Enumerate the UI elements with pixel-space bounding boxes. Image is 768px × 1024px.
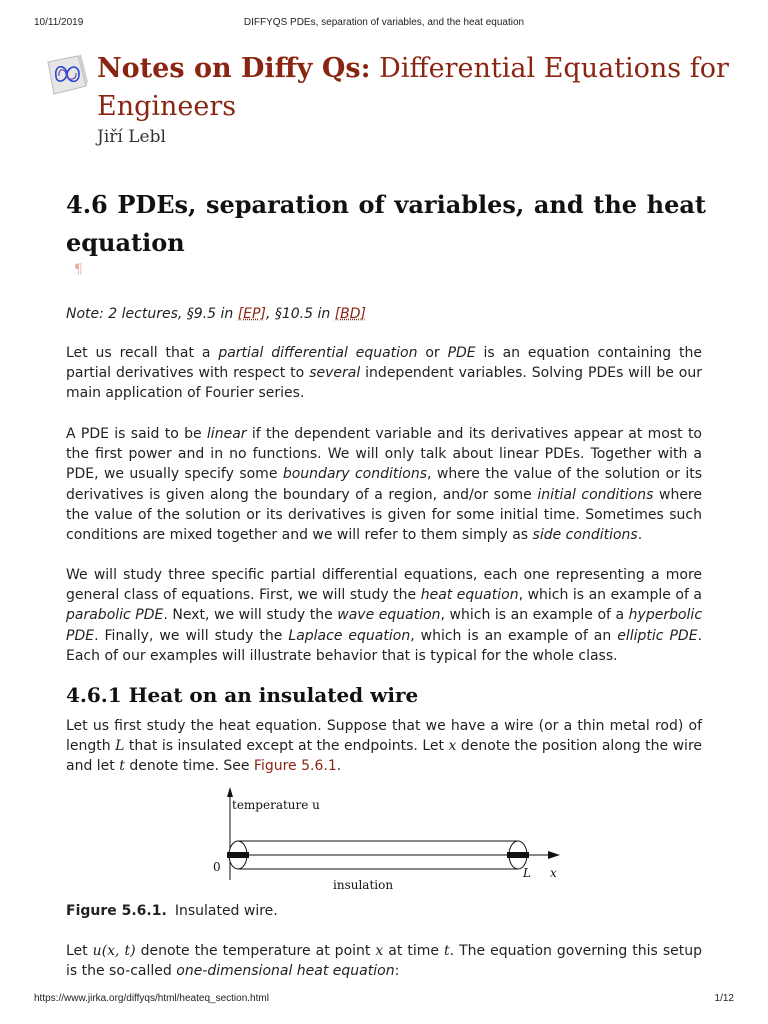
note-text-1: Note: 2 lectures, §9.5 in <box>66 306 238 322</box>
math-t: t <box>119 758 125 775</box>
print-date: 10/11/2019 <box>34 17 84 28</box>
figure-link[interactable]: Figure 5.6.1 <box>253 758 337 775</box>
paragraph-linear-pde: A PDE is said to be linear if the dependent variable and its derivatives appear at most to the first power and in no functions. We will only talk about linear PDEs. Together with a PDE, we usually specify some boundary conditions, where the value of the solution or its derivatives is given along the boundary of a region, and/or some initial conditions where the value of the solution or its derivatives is given for some initial time. Sometimes such conditions are mixed together and we will refer to them simply as side conditions. <box>66 426 702 544</box>
lecture-note <box>66 304 702 324</box>
paragraph-pde-definition: Let us recall that a partial differential equation or PDE is an equation containing the partial derivatives with respect to several independent variables. Solving PDEs will be our main application of Fourier series. <box>66 345 703 402</box>
figure-caption-label: Figure 5.6.1. <box>66 903 167 919</box>
section-title: 4.6 PDEs, separation of variables, and the heat equation <box>66 190 706 257</box>
figure-caption-text: Insulated wire. <box>174 903 278 919</box>
origin-label: 0 <box>213 860 221 874</box>
subsection-title: 4.6.1 Heat on an insulated wire <box>66 683 419 707</box>
math-L: L <box>115 738 125 755</box>
print-url: https://www.jirka.org/diffyqs/html/heateq_section.html <box>34 993 269 1004</box>
book-title[interactable] <box>97 50 737 126</box>
print-page-number: 1/12 <box>714 993 734 1004</box>
insulation-label: insulation <box>333 878 394 892</box>
lorenz-attractor-logo-icon[interactable] <box>44 52 90 98</box>
position-x-label: x <box>550 866 557 880</box>
note-text-2: , §10.5 in <box>265 306 335 322</box>
reference-link-bd[interactable]: [BD] <box>334 306 366 322</box>
figure-caption <box>66 903 278 919</box>
book-author: Jiří Lebl <box>97 127 166 147</box>
paragraph-heat-wire: Let us first study the heat equation. Suppose that we have a wire (or a thin metal rod) of length L that is insulated except at the endpoints. Let x denote the position along the wire and let t denote time. See Figure 5.6.1. <box>66 718 703 775</box>
math-x: x <box>448 738 457 755</box>
book-title-rest: Differential Equations for Engineers <box>97 53 729 122</box>
math-u: u(x, t) <box>92 943 136 959</box>
print-footer <box>0 993 768 1007</box>
print-page-title: DIFFYQS PDEs, separation of variables, and the heat equation <box>243 17 525 28</box>
math-t2: t <box>444 943 450 959</box>
print-header <box>0 17 768 31</box>
temperature-axis-label: temperature u <box>232 798 320 812</box>
book-title-strong: Notes on Diffy Qs: <box>97 53 371 84</box>
paragraph-three-pdes: We will study three specific partial differential equations, each one representing a more general class of equations. First, we will study the heat equation, which is an example of a parabolic PDE. Next, we will study the wave equation, which is an example of a hyperbolic PDE. Finally, we will study the Laplace equation, which is an example of an elliptic PDE. Each of our examples will illustrate behavior that is typical for the whole class. <box>66 567 703 664</box>
reference-link-ep[interactable]: [EP] <box>237 306 266 322</box>
permalink-pilcrow[interactable]: ¶ <box>74 262 83 278</box>
paragraph-temperature: Let u(x, t) denote the temperature at point x at time t. The equation governing this setup is the so-called one-dimensional heat equation: <box>66 943 702 980</box>
insulated-wire-figure <box>205 785 575 895</box>
math-x2: x <box>375 943 384 959</box>
length-L-label: L <box>523 866 531 880</box>
